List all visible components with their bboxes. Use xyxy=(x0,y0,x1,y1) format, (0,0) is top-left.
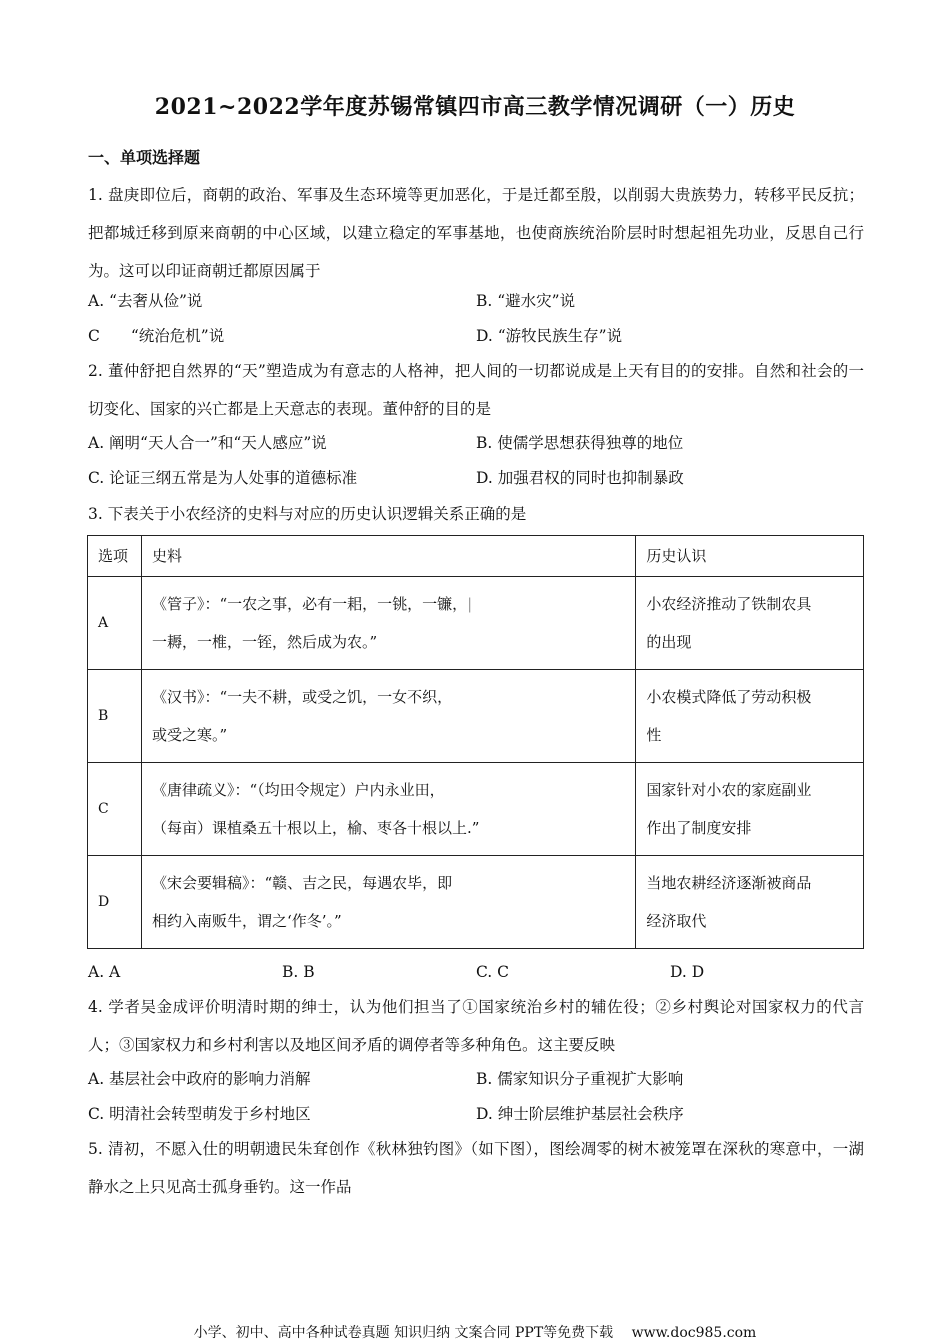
source-line: 相约入南贩牛，谓之‘作冬’。” xyxy=(151,912,342,930)
row-option: A xyxy=(88,577,142,670)
question-3-stem: 3. 下表关于小农经济的史料与对应的历史认识逻辑关系正确的是 xyxy=(88,505,527,523)
q2-option-b: B. 使儒学思想获得独尊的地位 xyxy=(476,434,684,452)
question-5-stem: 5. 清初，不愿入仕的明朝遗民朱耷创作《秋林独钓图》（如下图），图绘凋零的树木被笼罩在深秋的寒意中，一湖静水之上只见高士孤身垂钓。这一作品 xyxy=(88,1140,864,1196)
source-line: 一耨，一椎，一铚，然后成为农。” xyxy=(151,633,378,651)
page-footer: 小学、初中、高中各种试卷真题 知识归纳 文案合同 PPT等免费下载 www.doc985.com xyxy=(193,1325,757,1341)
section-heading: 一、单项选择题 xyxy=(88,148,201,167)
insight-line: 小农经济推动了铁制农具 xyxy=(646,595,812,613)
table-header-cell: 历史认识 xyxy=(636,536,864,577)
source-line: 《唐律疏义》：“（均田令规定）户内永业田， xyxy=(151,781,445,799)
table-row xyxy=(88,670,864,763)
insight-line: 性 xyxy=(646,726,662,744)
row-option: C xyxy=(88,763,142,856)
q2-option-a: A. 阐明“天人合一”和“天人感应”说 xyxy=(88,434,327,452)
source-line: （每亩）课植桑五十根以上，榆、枣各十根以上.” xyxy=(151,819,480,837)
q2-option-d: D. 加强君权的同时也抑制暴政 xyxy=(476,469,684,487)
row-option: B xyxy=(88,670,142,763)
source-line: 《汉书》：“一夫不耕，或受之饥，一女不织， xyxy=(151,688,453,706)
row-insight xyxy=(636,763,864,856)
page-title: 2021~2022学年度苏锡常镇四市高三教学情况调研（一）历史 xyxy=(154,94,796,120)
cursor-mark: | xyxy=(467,595,473,613)
insight-line: 国家针对小农的家庭副业 xyxy=(646,781,812,799)
table-row xyxy=(88,856,864,949)
source-line: 或受之寒。” xyxy=(151,726,228,744)
row-insight xyxy=(636,856,864,949)
q4-option-d: D. 绅士阶层维护基层社会秩序 xyxy=(476,1105,684,1123)
insight-line: 小农模式降低了劳动积极 xyxy=(646,688,812,706)
insight-line: 作出了制度安排 xyxy=(646,819,752,837)
q4-option-a: A. 基层社会中政府的影响力消解 xyxy=(88,1070,311,1088)
q1-option-b: B. “避水灾”说 xyxy=(476,292,576,310)
q1-option-a: A. “去奢从俭”说 xyxy=(88,292,203,310)
row-source xyxy=(141,763,635,856)
row-source xyxy=(141,856,635,949)
row-source xyxy=(141,670,635,763)
question-4-stem: 4. 学者吴金成评价明清时期的绅士，认为他们担当了①国家统治乡村的辅佐役；②乡村舆论对国家权力的代言人；③国家权力和乡村利害以及地区间矛盾的调停者等多种角色。这主要反映 xyxy=(88,998,864,1054)
source-table xyxy=(87,535,864,949)
table-row xyxy=(88,577,864,670)
q3-answer-b: B. B xyxy=(282,963,315,981)
row-insight xyxy=(636,670,864,763)
question-1-stem: 1. 盘庚即位后，商朝的政治、军事及生态环境等更加恶化，于是迁都至殷，以削弱大贵族势力，转移平民反抗；把都城迁移到原来商朝的中心区域，以建立稳定的军事基地，也使商族统治阶层时时想起祖先功业，反思自己行为。这可以印证商朝迁都原因属于 xyxy=(88,186,864,280)
source-line: 《宋会要辑稿》：“赣、吉之民，每遇农毕，即 xyxy=(151,874,453,892)
q3-answer-c: C. C xyxy=(476,963,510,981)
source-line: 《管子》：“一农之事，必有一耜，一铫，一镰， xyxy=(151,595,468,613)
table-header-cell: 选项 xyxy=(88,536,142,577)
q1-option-c: C “统治危机”说 xyxy=(88,327,225,345)
insight-line: 的出现 xyxy=(646,633,692,651)
question-2-stem: 2. 董仲舒把自然界的“天”塑造成为有意志的人格神，把人间的一切都说成是上天有目的的安排。自然和社会的一切变化、国家的兴亡都是上天意志的表现。董仲舒的目的是 xyxy=(88,362,864,418)
insight-line: 经济取代 xyxy=(646,912,707,930)
insight-line: 当地农耕经济逐渐被商品 xyxy=(646,874,812,892)
row-option: D xyxy=(88,856,142,949)
q3-answer-d: D. D xyxy=(670,963,705,981)
table-header-cell: 史料 xyxy=(141,536,635,577)
q2-option-c: C. 论证三纲五常是为人处事的道德标准 xyxy=(88,469,358,487)
q4-option-c: C. 明清社会转型萌发于乡村地区 xyxy=(88,1105,311,1123)
table-row xyxy=(88,763,864,856)
q4-option-b: B. 儒家知识分子重视扩大影响 xyxy=(476,1070,684,1088)
row-source xyxy=(141,577,635,670)
table-header-row xyxy=(88,536,864,577)
q1-option-d: D. “游牧民族生存”说 xyxy=(476,327,623,345)
q3-answer-a: A. A xyxy=(88,963,121,981)
row-insight xyxy=(636,577,864,670)
